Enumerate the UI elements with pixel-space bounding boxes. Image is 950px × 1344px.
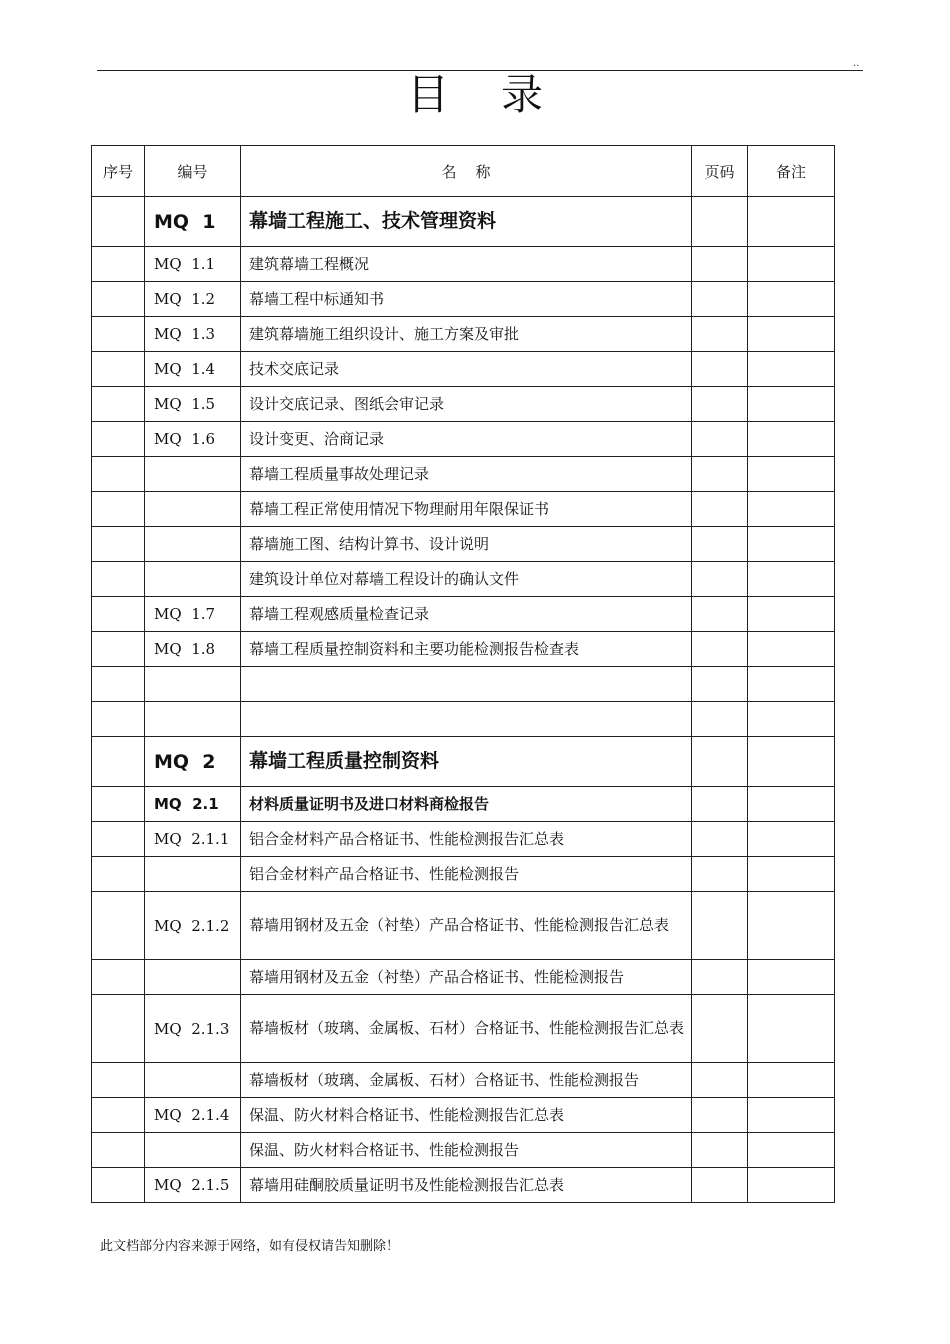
name-cell-text: 建筑幕墙工程概况	[249, 254, 370, 273]
remarks-cell	[748, 1168, 835, 1203]
name-cell	[241, 995, 692, 1063]
code-cell	[145, 857, 241, 892]
table-row	[92, 247, 835, 282]
table-row	[92, 702, 835, 737]
code-cell-text: MQ 2.1.2	[154, 916, 230, 935]
name-cell-text: 幕墙板材（玻璃、金属板、石材）合格证书、性能检测报告	[249, 1070, 640, 1089]
table-row	[92, 1098, 835, 1133]
name-cell	[241, 632, 692, 667]
name-cell	[241, 422, 692, 457]
remarks-cell	[748, 247, 835, 282]
code-cell	[145, 352, 241, 387]
code-cell-text: MQ 2.1.4	[154, 1106, 230, 1124]
name-cell	[241, 1098, 692, 1133]
contents-table	[91, 145, 835, 1203]
code-cell	[145, 787, 241, 822]
index-cell	[92, 1168, 145, 1203]
page-cell	[692, 1168, 748, 1203]
index-cell	[92, 787, 145, 822]
index-cell	[92, 247, 145, 282]
page-cell	[692, 1063, 748, 1098]
code-cell	[145, 1168, 241, 1203]
page-cell	[692, 737, 748, 787]
name-cell-text: 材料质量证明书及进口材料商检报告	[249, 794, 490, 813]
page-cell	[692, 387, 748, 422]
name-cell	[241, 492, 692, 527]
page-cell	[692, 492, 748, 527]
table-row	[92, 197, 835, 247]
code-cell-text: MQ 1.1	[154, 255, 216, 273]
page-cell	[692, 197, 748, 247]
table-row	[92, 737, 835, 787]
remarks-cell	[748, 282, 835, 317]
code-cell	[145, 892, 241, 960]
remarks-cell	[748, 317, 835, 352]
code-cell	[145, 387, 241, 422]
code-cell	[145, 282, 241, 317]
name-cell	[241, 352, 692, 387]
remarks-cell	[748, 387, 835, 422]
page-cell	[692, 1098, 748, 1133]
code-cell	[145, 995, 241, 1063]
page-cell	[692, 1133, 748, 1168]
name-cell	[241, 527, 692, 562]
code-cell-text: MQ 1.6	[154, 430, 216, 448]
name-cell	[241, 1133, 692, 1168]
name-cell-text: 幕墙工程质量事故处理记录	[249, 464, 430, 483]
name-cell-text: 设计变更、洽商记录	[249, 429, 385, 448]
table-row	[92, 787, 835, 822]
page-cell	[692, 960, 748, 995]
remarks-cell	[748, 562, 835, 597]
name-cell-text: 幕墙工程施工、技术管理资料	[249, 210, 497, 232]
column-header-index: 序号	[92, 146, 145, 197]
name-cell	[241, 1168, 692, 1203]
name-cell	[241, 457, 692, 492]
name-cell-text: 幕墙用钢材及五金（衬垫）产品合格证书、性能检测报告汇总表	[249, 916, 670, 934]
name-cell-text: 幕墙工程中标通知书	[249, 289, 385, 308]
page-cell	[692, 457, 748, 492]
page-title: 目录	[406, 70, 595, 119]
code-cell	[145, 247, 241, 282]
code-cell	[145, 492, 241, 527]
code-cell	[145, 597, 241, 632]
remarks-cell	[748, 1063, 835, 1098]
remarks-cell	[748, 422, 835, 457]
index-cell	[92, 422, 145, 457]
name-cell	[241, 597, 692, 632]
column-header-remarks: 备注	[748, 146, 835, 197]
page-cell	[692, 527, 748, 562]
index-cell	[92, 197, 145, 247]
page-cell	[692, 422, 748, 457]
name-cell	[241, 857, 692, 892]
table-row	[92, 995, 835, 1063]
code-cell-text: MQ 1.2	[154, 290, 216, 308]
code-cell	[145, 737, 241, 787]
code-cell	[145, 317, 241, 352]
code-cell-text: MQ 1.7	[154, 605, 216, 623]
page-cell	[692, 892, 748, 960]
index-cell	[92, 667, 145, 702]
remarks-cell	[748, 457, 835, 492]
index-cell	[92, 562, 145, 597]
remarks-cell	[748, 892, 835, 960]
name-cell-text: 幕墙工程质量控制资料和主要功能检测报告检查表	[249, 639, 580, 658]
index-cell	[92, 1098, 145, 1133]
index-cell	[92, 632, 145, 667]
code-cell	[145, 667, 241, 702]
index-cell	[92, 492, 145, 527]
code-cell	[145, 562, 241, 597]
remarks-cell	[748, 702, 835, 737]
name-cell	[241, 282, 692, 317]
name-cell	[241, 317, 692, 352]
name-cell-text: 技术交底记录	[249, 359, 340, 378]
table-row	[92, 387, 835, 422]
code-cell	[145, 457, 241, 492]
code-cell-text: MQ 2.1.3	[154, 1019, 230, 1038]
page-cell	[692, 282, 748, 317]
code-cell	[145, 422, 241, 457]
table-row	[92, 960, 835, 995]
name-cell	[241, 787, 692, 822]
table-row	[92, 422, 835, 457]
remarks-cell	[748, 960, 835, 995]
index-cell	[92, 892, 145, 960]
page-cell	[692, 597, 748, 632]
page-cell	[692, 632, 748, 667]
column-header-name: 名 称	[241, 146, 692, 197]
name-cell-text: 幕墙工程观感质量检查记录	[249, 604, 430, 623]
table-row	[92, 352, 835, 387]
index-cell	[92, 317, 145, 352]
index-cell	[92, 702, 145, 737]
code-cell-text: MQ 1	[154, 210, 216, 233]
page-cell	[692, 247, 748, 282]
code-cell-text: MQ 2.1.1	[154, 830, 230, 848]
index-cell	[92, 457, 145, 492]
index-cell	[92, 1063, 145, 1098]
remarks-cell	[748, 995, 835, 1063]
index-cell	[92, 387, 145, 422]
page-cell	[692, 857, 748, 892]
footer-note: 此文档部分内容来源于网络，如有侵权请告知删除！	[100, 1239, 400, 1254]
index-cell	[92, 737, 145, 787]
table-row	[92, 667, 835, 702]
code-cell	[145, 632, 241, 667]
table-row	[92, 492, 835, 527]
remarks-cell	[748, 822, 835, 857]
index-cell	[92, 960, 145, 995]
table-row	[92, 1168, 835, 1203]
table-row	[92, 857, 835, 892]
page-cell	[692, 995, 748, 1063]
remarks-cell	[748, 667, 835, 702]
name-cell-text: 建筑幕墙施工组织设计、施工方案及审批	[249, 324, 520, 343]
index-cell	[92, 857, 145, 892]
code-cell-text: MQ 2	[154, 750, 216, 773]
table-row	[92, 1133, 835, 1168]
remarks-cell	[748, 352, 835, 387]
name-cell-text: 幕墙工程质量控制资料	[249, 750, 440, 772]
name-cell-text: 铝合金材料产品合格证书、性能检测报告	[249, 864, 520, 883]
index-cell	[92, 527, 145, 562]
index-cell	[92, 995, 145, 1063]
index-cell	[92, 1133, 145, 1168]
code-cell-text: MQ 1.3	[154, 325, 216, 343]
remarks-cell	[748, 787, 835, 822]
code-cell-text: MQ 1.8	[154, 640, 216, 658]
table-row	[92, 457, 835, 492]
table-row	[92, 892, 835, 960]
table-row	[92, 317, 835, 352]
code-cell	[145, 197, 241, 247]
page-cell	[692, 787, 748, 822]
remarks-cell	[748, 492, 835, 527]
page-cell	[692, 822, 748, 857]
table-row	[92, 282, 835, 317]
name-cell-text: 建筑设计单位对幕墙工程设计的确认文件	[249, 569, 520, 588]
code-cell	[145, 527, 241, 562]
code-cell	[145, 702, 241, 737]
name-cell-text: 铝合金材料产品合格证书、性能检测报告汇总表	[249, 829, 565, 848]
name-cell	[241, 702, 692, 737]
name-cell-text: 幕墙用钢材及五金（衬垫）产品合格证书、性能检测报告	[249, 967, 625, 986]
code-cell-text: MQ 1.5	[154, 395, 216, 413]
remarks-cell	[748, 197, 835, 247]
code-cell-text: MQ 2.1	[154, 795, 219, 813]
code-cell	[145, 822, 241, 857]
remarks-cell	[748, 1098, 835, 1133]
name-cell-text: 幕墙工程正常使用情况下物理耐用年限保证书	[249, 499, 550, 518]
name-cell	[241, 822, 692, 857]
page-cell	[692, 702, 748, 737]
code-cell	[145, 1133, 241, 1168]
name-cell	[241, 387, 692, 422]
code-cell	[145, 960, 241, 995]
name-cell	[241, 197, 692, 247]
column-header-code: 编号	[145, 146, 241, 197]
table-row	[92, 632, 835, 667]
name-cell	[241, 562, 692, 597]
table-row	[92, 822, 835, 857]
page-cell	[692, 352, 748, 387]
code-cell	[145, 1063, 241, 1098]
remarks-cell	[748, 597, 835, 632]
table-body	[92, 197, 835, 1203]
column-header-page: 页码	[692, 146, 748, 197]
name-cell-text: 保温、防火材料合格证书、性能检测报告	[249, 1140, 520, 1159]
table-row	[92, 527, 835, 562]
table-row	[92, 562, 835, 597]
name-cell-text: 保温、防火材料合格证书、性能检测报告汇总表	[249, 1105, 565, 1124]
corner-mark: ..	[853, 58, 860, 69]
name-cell-text: 设计交底记录、图纸会审记录	[249, 394, 445, 413]
name-cell-text: 幕墙用硅酮胶质量证明书及性能检测报告汇总表	[249, 1175, 565, 1194]
table-header-row	[92, 146, 835, 197]
page-cell	[692, 562, 748, 597]
code-cell-text: MQ 2.1.5	[154, 1176, 230, 1194]
name-cell	[241, 737, 692, 787]
remarks-cell	[748, 632, 835, 667]
index-cell	[92, 597, 145, 632]
name-cell	[241, 960, 692, 995]
index-cell	[92, 352, 145, 387]
remarks-cell	[748, 857, 835, 892]
remarks-cell	[748, 527, 835, 562]
name-cell-text: 幕墙施工图、结构计算书、设计说明	[249, 534, 490, 553]
name-cell	[241, 1063, 692, 1098]
name-cell	[241, 892, 692, 960]
table-row	[92, 597, 835, 632]
name-cell-text: 幕墙板材（玻璃、金属板、石材）合格证书、性能检测报告汇总表	[249, 1019, 685, 1037]
remarks-cell	[748, 737, 835, 787]
table-row	[92, 1063, 835, 1098]
name-cell	[241, 667, 692, 702]
remarks-cell	[748, 1133, 835, 1168]
code-cell-text: MQ 1.4	[154, 360, 216, 378]
name-cell	[241, 247, 692, 282]
page-cell	[692, 667, 748, 702]
index-cell	[92, 822, 145, 857]
index-cell	[92, 282, 145, 317]
page-cell	[692, 317, 748, 352]
code-cell	[145, 1098, 241, 1133]
